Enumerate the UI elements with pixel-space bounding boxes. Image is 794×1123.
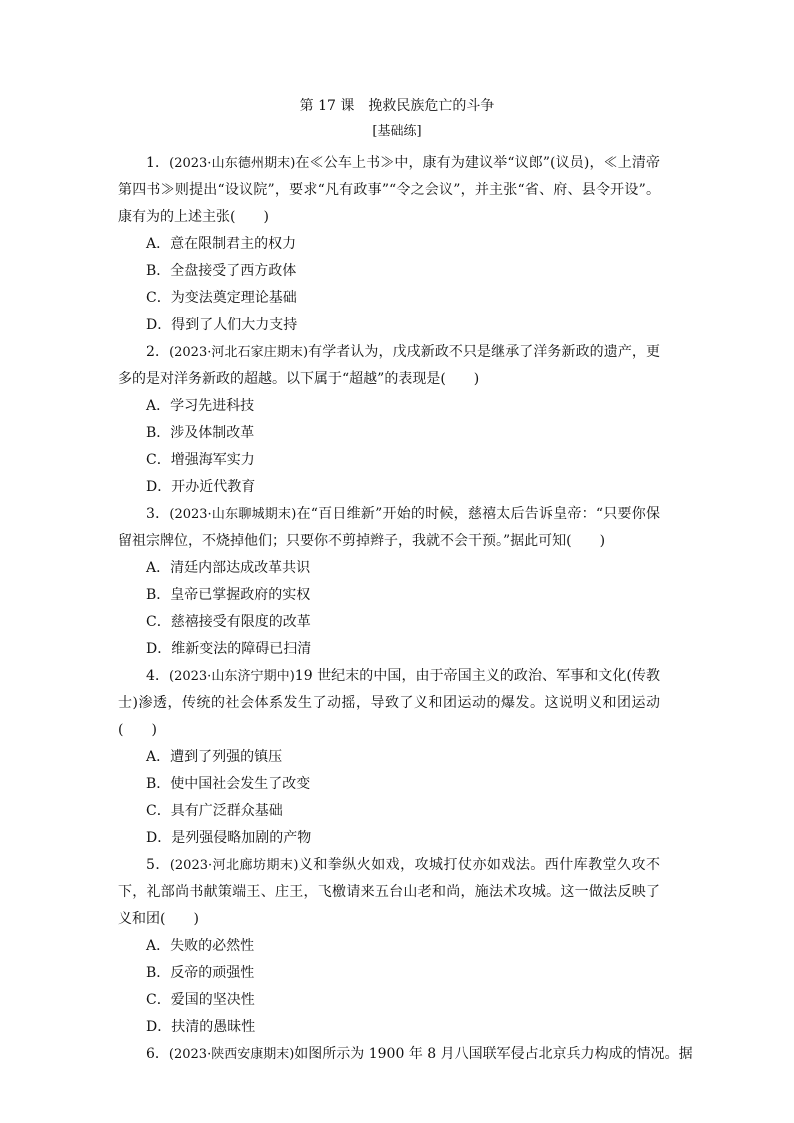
option-c: C．增强海军实力 bbox=[146, 452, 255, 468]
question-number: 2． bbox=[146, 344, 170, 360]
option-b: B．反帝的顽强性 bbox=[146, 965, 255, 981]
option-a: A．意在限制君主的权力 bbox=[146, 236, 297, 252]
question-text: 义和拳纵火如戏，攻城打仗亦如戏法。西什库教堂久攻不下，礼部尚书献策端王、庄王，飞檄请来五台山老和尚，施法术攻城。这一做法反映了义和团( ) bbox=[118, 857, 660, 927]
option-c: C．慈禧接受有限度的改革 bbox=[146, 614, 311, 630]
option-b: B．使中国社会发生了改变 bbox=[146, 776, 311, 792]
option-a: A．清廷内部达成改革共识 bbox=[146, 560, 311, 576]
option-c: C．具有广泛群众基础 bbox=[146, 803, 283, 819]
question-stem bbox=[118, 501, 660, 555]
option-d: D．开办近代教育 bbox=[146, 479, 256, 495]
option-d: D．是列强侵略加剧的产物 bbox=[146, 830, 312, 846]
question-list bbox=[118, 150, 693, 1068]
question-stem bbox=[118, 852, 660, 933]
question-stem bbox=[118, 663, 660, 744]
question-stem bbox=[118, 1041, 693, 1068]
question-number: 3． bbox=[146, 506, 170, 522]
question-source: (2023·河北廊坊期末) bbox=[169, 858, 299, 873]
question-text: 有学者认为，戊戌新政不只是继承了洋务新政的遗产，更多的是对洋务新政的超越。以下属于“超越”的表现是( ) bbox=[118, 344, 660, 387]
option-d: D．得到了人们大力支持 bbox=[146, 317, 298, 333]
question-number: 5． bbox=[146, 857, 170, 873]
question-source: (2023·山东济宁期中) bbox=[169, 669, 295, 684]
question-source: (2023·山东聊城期末) bbox=[169, 507, 297, 522]
option-b: B．全盘接受了西方政体 bbox=[146, 263, 297, 279]
option-b: B．皇帝已掌握政府的实权 bbox=[146, 587, 311, 603]
question-number: 1． bbox=[146, 155, 170, 171]
option-d: D．维新变法的障碍已扫清 bbox=[146, 641, 312, 657]
question-source: (2023·河北石家庄期末) bbox=[169, 345, 309, 360]
option-a: A．遭到了列强的镇压 bbox=[146, 749, 283, 765]
option-b: B．涉及体制改革 bbox=[146, 425, 255, 441]
question-stem bbox=[118, 150, 660, 231]
question-3 bbox=[118, 501, 660, 663]
option-d: D．扶清的愚昧性 bbox=[146, 1019, 256, 1035]
section-label: [基础练] bbox=[372, 124, 422, 139]
question-5 bbox=[118, 852, 660, 1041]
question-text: 19 世纪末的中国，由于帝国主义的政治、军事和文化(传教士)渗透，传统的社会体系发生了动摇，导致了义和团运动的爆发。这说明义和团运动( ) bbox=[118, 668, 660, 738]
question-number: 6． bbox=[146, 1046, 169, 1062]
question-text: 在≪公车上书≫中，康有为建议举“议郎”(议员)，≪上清帝第四书≫则提出“设议院”，要求“凡有政事”“令之会议”，并主张“省、府、县令开设”。康有为的上述主张( ) bbox=[118, 155, 660, 225]
option-a: A．失败的必然性 bbox=[146, 938, 255, 954]
question-2 bbox=[118, 339, 660, 501]
question-source: (2023·山东德州期末) bbox=[169, 156, 296, 171]
question-4 bbox=[118, 663, 660, 852]
option-c: C．为变法奠定理论基础 bbox=[146, 290, 297, 306]
question-1 bbox=[118, 150, 660, 339]
question-text: 如图所示为 1900 年 8 月八国联军侵占北京兵力构成的情况。据 bbox=[294, 1046, 693, 1062]
question-source: (2023·陕西安康期末) bbox=[168, 1047, 295, 1062]
lesson-title: 第 17 课 挽救民族危亡的斗争 bbox=[299, 98, 495, 114]
question-text: 在“百日维新”开始的时候，慈禧太后告诉皇帝：“只要你保留祖宗牌位，不烧掉他们；只要你不剪掉辫子，我就不会干预。”据此可知( ) bbox=[118, 506, 660, 549]
option-c: C．爱国的坚决性 bbox=[146, 992, 255, 1008]
question-number: 4． bbox=[146, 668, 170, 684]
question-stem bbox=[118, 339, 660, 393]
option-a: A．学习先进科技 bbox=[146, 398, 255, 414]
question-6 bbox=[118, 1041, 693, 1068]
